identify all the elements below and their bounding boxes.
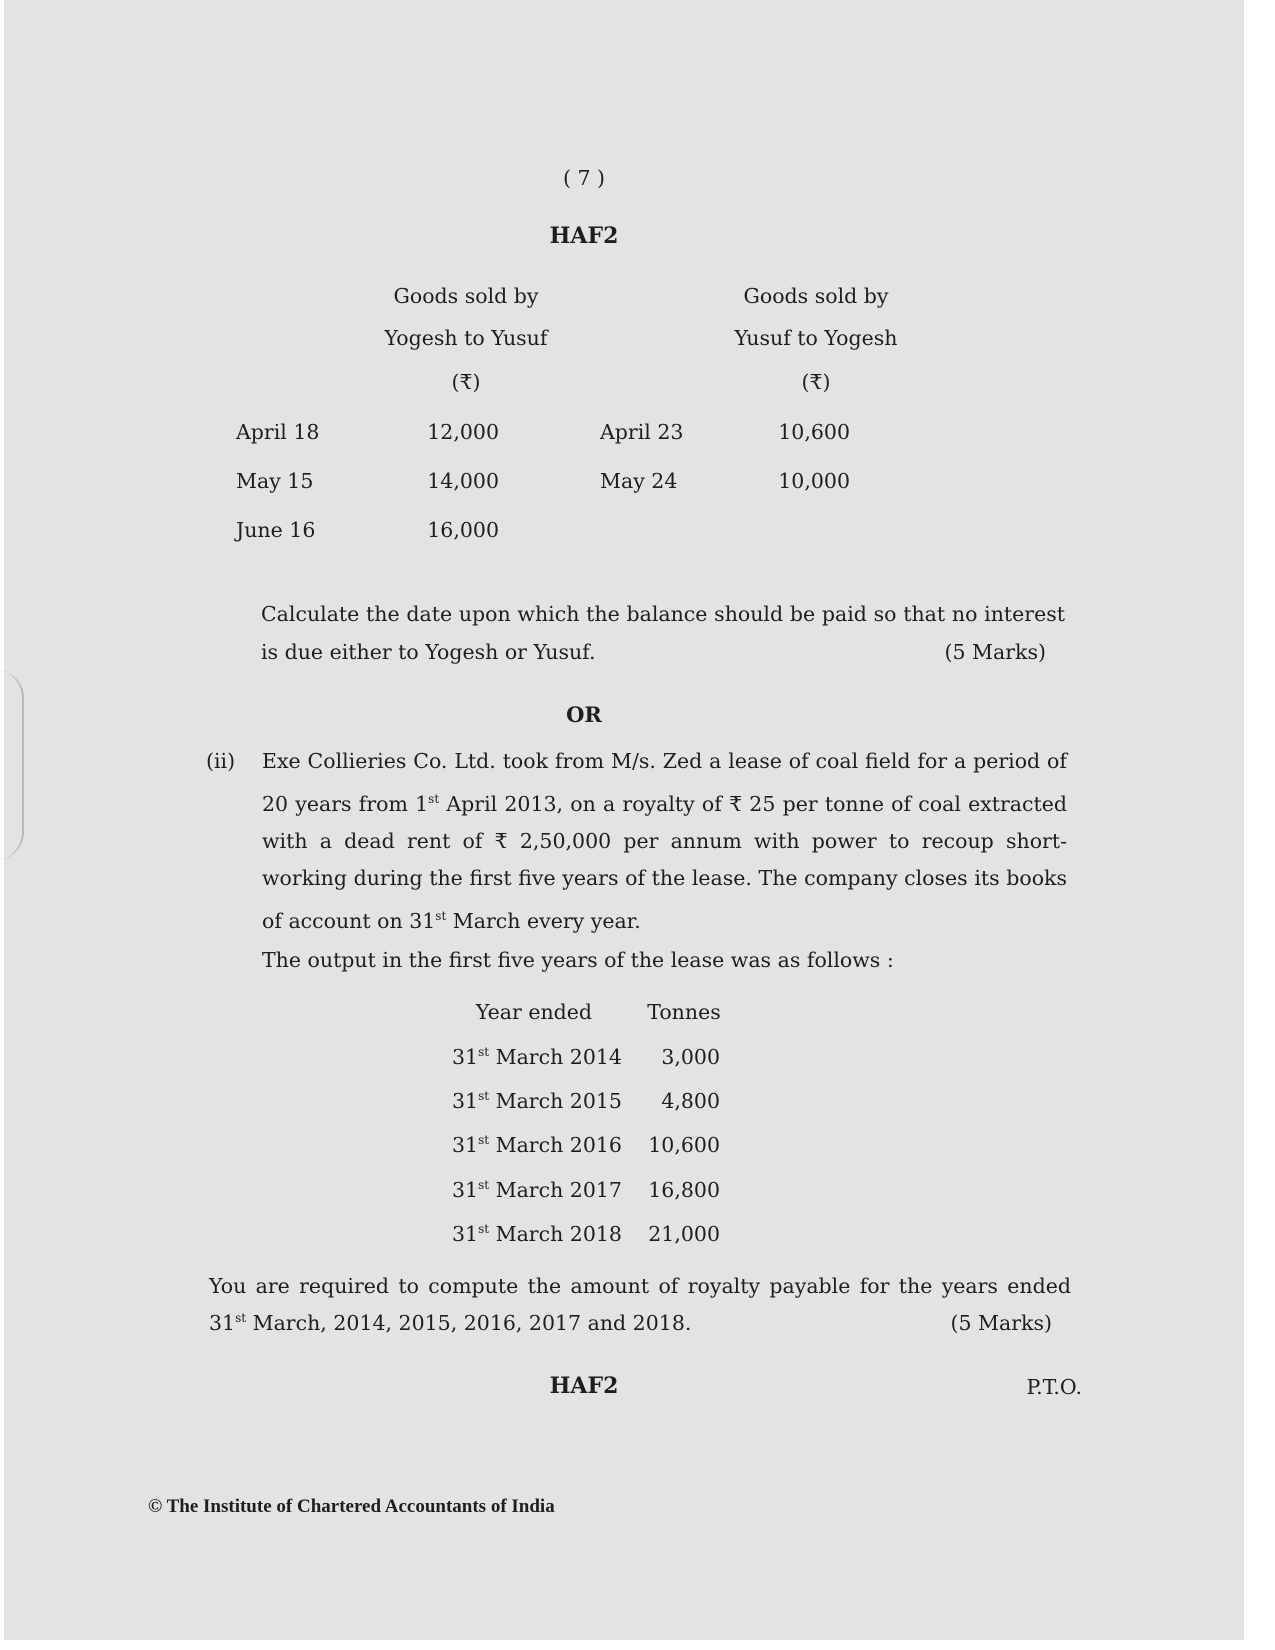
output-row-year: 31st March 2016 xyxy=(452,1133,622,1157)
output-intro: The output in the first five years of the lease was as follows : xyxy=(262,948,894,972)
page-number: ( 7 ) xyxy=(562,166,606,190)
question-ii-paragraph xyxy=(262,743,1067,940)
output-table-header-year: Year ended xyxy=(475,1000,593,1024)
table-row-date-right: May 24 xyxy=(600,469,678,493)
output-row-tonnes: 4,800 xyxy=(661,1089,720,1113)
table-row-date-left: June 16 xyxy=(236,518,316,542)
output-row-year: 31st March 2015 xyxy=(452,1089,622,1113)
output-row-tonnes: 16,800 xyxy=(648,1178,720,1202)
output-row-year: 31st March 2018 xyxy=(452,1222,622,1246)
or-divider: OR xyxy=(566,702,602,727)
table-row-amount-left: 12,000 xyxy=(427,420,499,444)
compute-instruction-line-1: You are required to compute the amount of royalty payable for the years ended xyxy=(209,1274,1071,1298)
table-row-date-right: April 23 xyxy=(600,420,684,444)
right-heading-line-1: Goods sold by xyxy=(743,284,889,308)
output-row-tonnes: 3,000 xyxy=(661,1045,720,1069)
table-row-date-left: April 18 xyxy=(236,420,320,444)
ordinal-suffix: st xyxy=(428,791,440,806)
question-ii-text-part-3: March every year. xyxy=(446,908,641,933)
left-heading-line-1: Goods sold by xyxy=(393,284,539,308)
ordinal-suffix: st xyxy=(435,908,447,923)
output-table-header-tonnes: Tonnes xyxy=(647,1000,721,1024)
output-row-tonnes: 21,000 xyxy=(648,1222,720,1246)
paper-code-header: HAF2 xyxy=(549,223,619,249)
question-ii-label: (ii) xyxy=(206,749,236,773)
paper-code-footer: HAF2 xyxy=(549,1373,619,1399)
right-heading-currency: (₹) xyxy=(801,370,831,394)
question-i-marks: (5 Marks) xyxy=(944,640,1046,664)
question-paper-page xyxy=(4,0,1244,1640)
table-row-amount-right: 10,000 xyxy=(778,469,850,493)
left-heading-currency: (₹) xyxy=(451,370,481,394)
pto-label: P.T.O. xyxy=(1026,1375,1082,1399)
table-row-amount-left: 14,000 xyxy=(427,469,499,493)
output-row-year: 31st March 2014 xyxy=(452,1045,622,1069)
output-row-year: 31st March 2017 xyxy=(452,1178,622,1202)
left-heading-line-2: Yogesh to Yusuf xyxy=(384,326,548,350)
binding-edge xyxy=(0,670,24,860)
question-ii-text-part-1: Exe Collieries Co. Ltd. took from M/s. Zed a lease of coal field for a period of 20 years from 1 xyxy=(262,749,1067,816)
question-ii-text-part-2: April 2013, on a royalty of ₹ 25 per tonne of coal extracted with a dead rent of ₹ 2,50,000 per annum with power to recoup short-working during the first five years of the lease. The company closes its books of account on 31 xyxy=(262,791,1068,933)
table-row-date-left: May 15 xyxy=(236,469,314,493)
table-row-amount-left: 16,000 xyxy=(427,518,499,542)
question-ii-marks: (5 Marks) xyxy=(950,1311,1052,1335)
compute-instruction-line-2: 31st March, 2014, 2015, 2016, 2017 and 2018. xyxy=(209,1311,692,1335)
question-i-body: Calculate the date upon which the balance should be paid so that no interest is due either to Yogesh or Yusuf. xyxy=(261,602,1065,664)
copyright-footer: © The Institute of Chartered Accountants of India xyxy=(148,1496,555,1517)
output-row-tonnes: 10,600 xyxy=(648,1133,720,1157)
table-row-amount-right: 10,600 xyxy=(778,420,850,444)
right-heading-line-2: Yusuf to Yogesh xyxy=(734,326,898,350)
